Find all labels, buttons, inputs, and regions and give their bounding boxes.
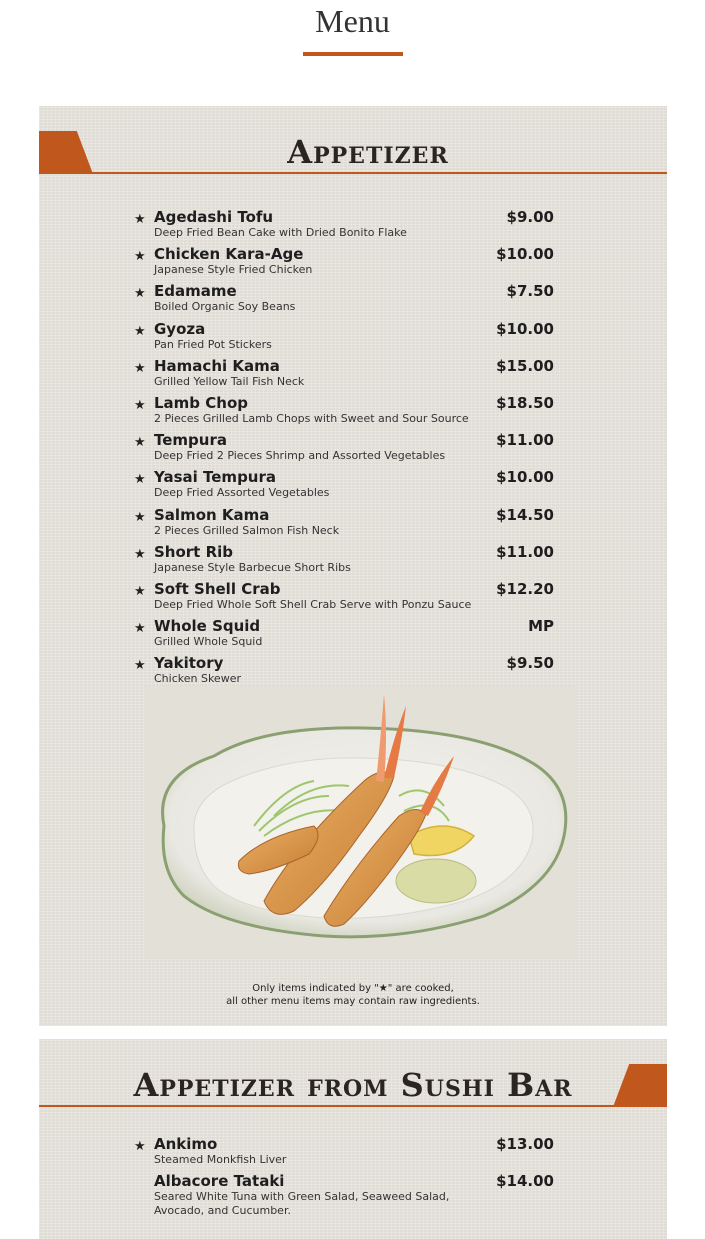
- menu-item-price: $14.00: [496, 1172, 554, 1190]
- menu-item-star-icon: ★: [134, 211, 146, 226]
- title-underline: [303, 52, 403, 56]
- menu-item-price: $15.00: [496, 356, 554, 375]
- menu-item-star-icon: ★: [134, 322, 146, 338]
- footnote-line-2: all other menu items may contain raw ingredients.: [226, 996, 480, 1007]
- menu-item-name: Short Rib: [154, 542, 234, 561]
- menu-item-star-icon: ★: [134, 397, 146, 412]
- menu-item: [134, 394, 554, 431]
- menu-item-description: Pan Fried Pot Stickers: [154, 337, 272, 351]
- menu-item-name: Soft Shell Crab: [154, 580, 281, 598]
- menu-item-star-icon: ★: [134, 1138, 146, 1153]
- menu-item-description: Boiled Organic Soy Beans: [154, 300, 296, 314]
- fried-shrimp-photo-illustration: [144, 686, 576, 958]
- menu-item-description: Deep Fried Whole Soft Shell Crab Serve with Ponzu Sauce: [154, 598, 472, 611]
- menu-item-name: Ankimo: [154, 1135, 218, 1153]
- menu-item-description: 2 Pieces Grilled Salmon Fish Neck: [154, 523, 340, 537]
- menu-item-description: Chicken Skewer: [154, 672, 241, 686]
- menu-item-price: $11.00: [496, 431, 554, 450]
- footnote-line-1: Only items indicated by "★" are cooked,: [252, 983, 454, 994]
- menu-item-description: Seared White Tuna with Green Salad, Seaweed Salad, Avocado, and Cucumber.: [154, 1190, 450, 1217]
- menu-item-name: Agedashi Tofu: [154, 208, 274, 226]
- menu-item-price: $10.00: [496, 319, 554, 338]
- menu-item-name: Tempura: [154, 431, 227, 450]
- menu-item-name: Chicken Kara-Age: [154, 245, 304, 264]
- menu-item-description: Grilled Yellow Tail Fish Neck: [154, 374, 305, 388]
- menu-item-name: Albacore Tataki: [154, 1172, 285, 1190]
- menu-item-name: Yakitory: [154, 654, 224, 673]
- menu-item: [134, 282, 554, 319]
- section-title: Appetizer: [287, 133, 449, 171]
- menu-item-price: $18.50: [496, 394, 554, 412]
- menu-item: [134, 580, 554, 617]
- menu-item: [134, 1172, 554, 1217]
- menu-item-star-icon: ★: [134, 657, 146, 673]
- menu-item-description: Deep Fried Bean Cake with Dried Bonito Flake: [154, 226, 407, 239]
- menu-item-description: Grilled Whole Squid: [154, 635, 263, 649]
- section-rule: [39, 172, 667, 174]
- menu-item-star-icon: ★: [134, 359, 146, 375]
- menu-item-description: Deep Fried 2 Pieces Shrimp and Assorted Vegetables: [154, 449, 446, 463]
- fried-shrimp-photo: [144, 686, 576, 958]
- menu-item-price: $9.50: [506, 654, 554, 673]
- menu-item-price: MP: [528, 617, 554, 636]
- menu-item-name: Yasai Tempura: [154, 468, 276, 487]
- menu-item: [134, 357, 554, 394]
- menu-item-name: Whole Squid: [154, 617, 261, 636]
- menu-item-description: Deep Fried Assorted Vegetables: [154, 486, 330, 500]
- menu-item-star-icon: ★: [134, 545, 146, 561]
- menu-item-name: Hamachi Kama: [154, 356, 280, 375]
- menu-item-star-icon: ★: [134, 471, 146, 487]
- menu-item-price: $13.00: [496, 1135, 554, 1153]
- menu-item: [134, 543, 554, 580]
- menu-item-description: 2 Pieces Grilled Lamb Chops with Sweet and Sour Source: [154, 412, 469, 425]
- menu-item-price: $9.00: [506, 208, 554, 226]
- menu-item: [134, 431, 554, 468]
- menu-item: [134, 320, 554, 357]
- menu-item: [134, 208, 554, 245]
- menu-item-price: $11.00: [496, 542, 554, 561]
- sushi-bar-menu-card: [39, 1039, 667, 1239]
- menu-item-description: Steamed Monkfish Liver: [154, 1153, 287, 1166]
- menu-item-star-icon: ★: [134, 248, 146, 264]
- menu-item-star-icon: ★: [134, 508, 146, 524]
- menu-item-name: Gyoza: [154, 319, 206, 338]
- menu-item-price: $12.20: [496, 580, 554, 598]
- menu-item-price: $7.50: [506, 282, 554, 301]
- menu-item-name: Edamame: [154, 282, 237, 301]
- menu-item-price: $14.50: [496, 505, 554, 524]
- menu-item-star-icon: ★: [134, 434, 146, 450]
- menu-item: [134, 468, 554, 505]
- appetizer-menu-card: [39, 106, 667, 1026]
- menu-item: [134, 245, 554, 282]
- menu-item-name: Salmon Kama: [154, 505, 270, 524]
- menu-item: [134, 1135, 554, 1172]
- menu-item-price: $10.00: [496, 245, 554, 264]
- menu-item-name: Lamb Chop: [154, 394, 248, 412]
- section-rule: [39, 1105, 667, 1107]
- page-title: Menu: [315, 3, 390, 39]
- menu-item-description: Japanese Style Fried Chicken: [154, 263, 313, 277]
- menu-item-price: $10.00: [496, 468, 554, 487]
- menu-item-star-icon: ★: [134, 583, 146, 598]
- section-title: Appetizer from Sushi Bar: [133, 1066, 573, 1104]
- menu-item-star-icon: ★: [134, 620, 146, 636]
- cooked-items-footnote: [39, 982, 667, 1008]
- menu-item: [134, 617, 554, 654]
- menu-item-description: Japanese Style Barbecue Short Ribs: [154, 560, 351, 574]
- menu-item-star-icon: ★: [134, 285, 146, 301]
- menu-item: [134, 506, 554, 543]
